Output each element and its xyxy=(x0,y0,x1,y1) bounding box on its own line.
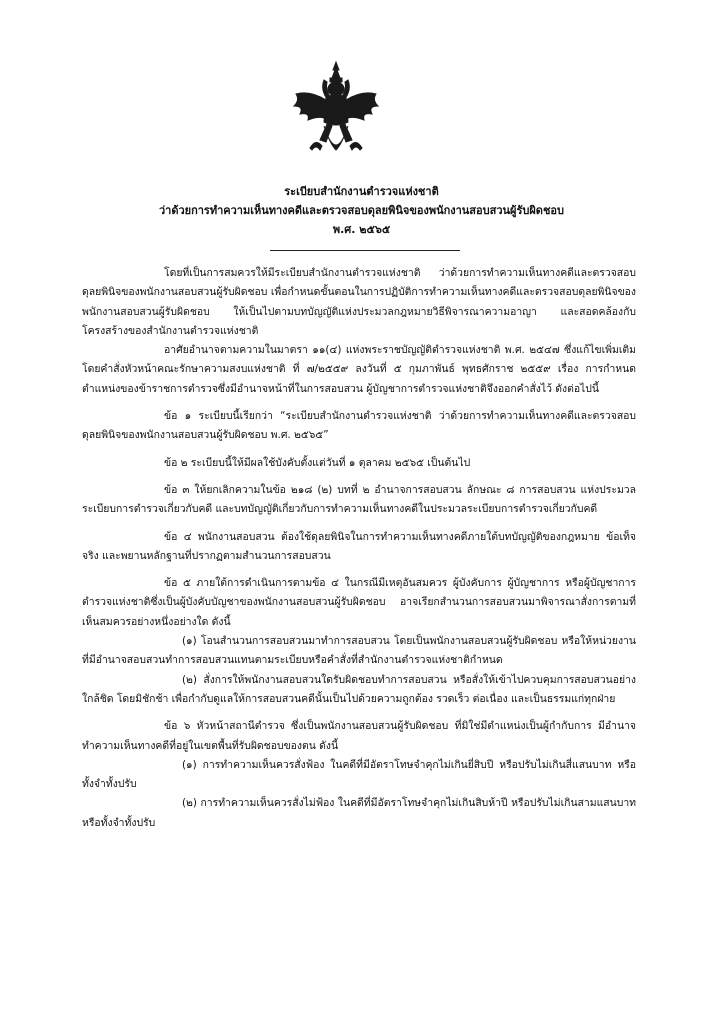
title-line-3: พ.ศ. ๒๕๖๕ xyxy=(332,223,391,236)
title-line-1: ระเบียบสำนักงานตำรวจแห่งชาติ xyxy=(284,185,439,198)
paragraph-clause-6: ข้อ ๖ หัวหน้าสถานีตำรวจ ซึ่งเป็นพนักงานสอบสวนผู้รับผิดชอบ ที่มิใช่มีตำแหน่งเป็นผู้กำกับการ มีอำนาจทำความเห็นทางคดีที่อยู่ในเขตพื้นที่รับผิดชอบของตน ดังนี้ xyxy=(82,720,636,752)
paragraph-clause-5: ข้อ ๕ ภายใต้การดำเนินการตามข้อ ๔ ในกรณีมีเหตุอันสมควร ผู้บังคับการ ผู้บัญชาการ หรือผู้บัญชาการตำรวจแห่งชาติซึ่งเป็นผู้บังคับบัญชาของพนักงานสอบสวนผู้รับผิดชอบ อาจเรียกสำนวนการสอบสวนมาพิจารณาสั่งการตามที่เห็นสมควรอย่างหนึ่งอย่างใด ดังนี้ xyxy=(82,577,636,628)
paragraph-preamble: โดยที่เป็นการสมควรให้มีระเบียบสำนักงานตำรวจแห่งชาติ ว่าด้วยการทำความเห็นทางคดีและตรวจสอบดุลยพินิจของพนักงานสอบสวนผู้รับผิดชอบ เพื่อกำหนดขั้นตอนในการปฏิบัติการทำความเห็นทางคดีและตรวจสอบดุลยพินิจของพนักงานสอบสวนผู้รับผิดชอบ ให้เป็นไปตามบทบัญญัติแห่งประมวลกฎหมายวิธีพิจารณาความอาญา และสอดคล้องกับโครงสร้างของสำนักงานตำรวจแห่งชาติ xyxy=(82,267,636,337)
document-title xyxy=(0,182,723,239)
paragraph-clause-4: ข้อ ๔ พนักงานสอบสวน ต้องใช้ดุลยพินิจในการทำความเห็นทางคดีภายใต้บทบัญญัติของกฎหมาย ข้อเท็จจริง และพยานหลักฐานที่ปรากฏตามสำนวนการสอบสวน xyxy=(82,530,636,562)
title-divider xyxy=(270,250,460,251)
garuda-emblem-icon xyxy=(290,60,382,168)
paragraph-clause-2: ข้อ ๒ ระเบียบนี้ให้มีผลใช้บังคับตั้งแต่วันที่ ๑ ตุลาคม ๒๕๖๕ เป็นต้นไป xyxy=(164,456,471,469)
paragraph-clause-3: ข้อ ๓ ให้ยกเลิกความในข้อ ๒๑๘ (๒) บทที่ ๒ อำนาจการสอบสวน ลักษณะ ๘ การสอบสวน แห่งประมวลระเบียบการตำรวจเกี่ยวกับคดี และบทบัญญัติเกี่ยวกับการทำความเห็นทางคดีในประมวลระเบียบการตำรวจเกี่ยวกับคดี xyxy=(82,483,636,516)
paragraph-clause-5-item-2: (๒) สั่งการให้พนักงานสอบสวนใดรับผิดชอบทำการสอบสวน หรือสั่งให้เข้าไปควบคุมการสอบสวนอย่างใกล้ชิด โดยมิชักช้า เพื่อกำกับดูแลให้การสอบสวนคดีนั้นเป็นไปด้วยความถูกต้อง รวดเร็ว ต่อเนื่อง และเป็นธรรมแก่ทุกฝ่าย xyxy=(82,673,636,705)
document-body xyxy=(82,264,636,833)
paragraph-authority: อาศัยอำนาจตามความในมาตรา ๑๑(๔) แห่งพระราชบัญญัติตำรวจแห่งชาติ พ.ศ. ๒๕๔๗ ซึ่งแก้ไขเพิ่มเติมโดยคำสั่งหัวหน้าคณะรักษาความสงบแห่งชาติ ที่ ๗/๒๕๕๙ ลงวันที่ ๕ กุมภาพันธ์ พุทธศักราช ๒๕๕๙ เรื่อง การกำหนดตำแหน่งของข้าราชการตำรวจซึ่งมีอำนาจหน้าที่ในการสอบสวน ผู้บัญชาการตำรวจแห่งชาติจึงออกคำสั่งไว้ ดังต่อไปนี้ xyxy=(82,344,636,395)
paragraph-clause-6-item-2: (๒) การทำความเห็นควรสั่งไม่ฟ้อง ในคดีที่มีอัตราโทษจำคุกไม่เกินสิบห้าปี หรือปรับไม่เกินสามแสนบาท หรือทั้งจำทั้งปรับ xyxy=(82,797,636,829)
paragraph-clause-1: ข้อ ๑ ระเบียบนี้เรียกว่า “ระเบียบสำนักงานตำรวจแห่งชาติ ว่าด้วยการทำความเห็นทางคดีและตรวจสอบดุลยพินิจของพนักงานสอบสวนผู้รับผิดชอบ พ.ศ. ๒๕๖๕” xyxy=(82,410,636,442)
paragraph-clause-5-item-1: (๑) โอนสำนวนการสอบสวนมาทำการสอบสวน โดยเป็นพนักงานสอบสวนผู้รับผิดชอบ หรือให้หน่วยงานที่มีอำนาจสอบสวนทำการสอบสวนแทนตามระเบียบหรือคำสั่งที่สำนักงานตำรวจแห่งชาติกำหนด xyxy=(82,635,636,667)
title-line-2: ว่าด้วยการทำความเห็นทางคดีและตรวจสอบดุลยพินิจของพนักงานสอบสวนผู้รับผิดชอบ xyxy=(158,204,565,217)
paragraph-clause-6-item-1: (๑) การทำความเห็นควรสั่งฟ้อง ในคดีที่มีอัตราโทษจำคุกไม่เกินยี่สิบปี หรือปรับไม่เกินสี่แสนบาท หรือทั้งจำทั้งปรับ xyxy=(82,758,636,791)
